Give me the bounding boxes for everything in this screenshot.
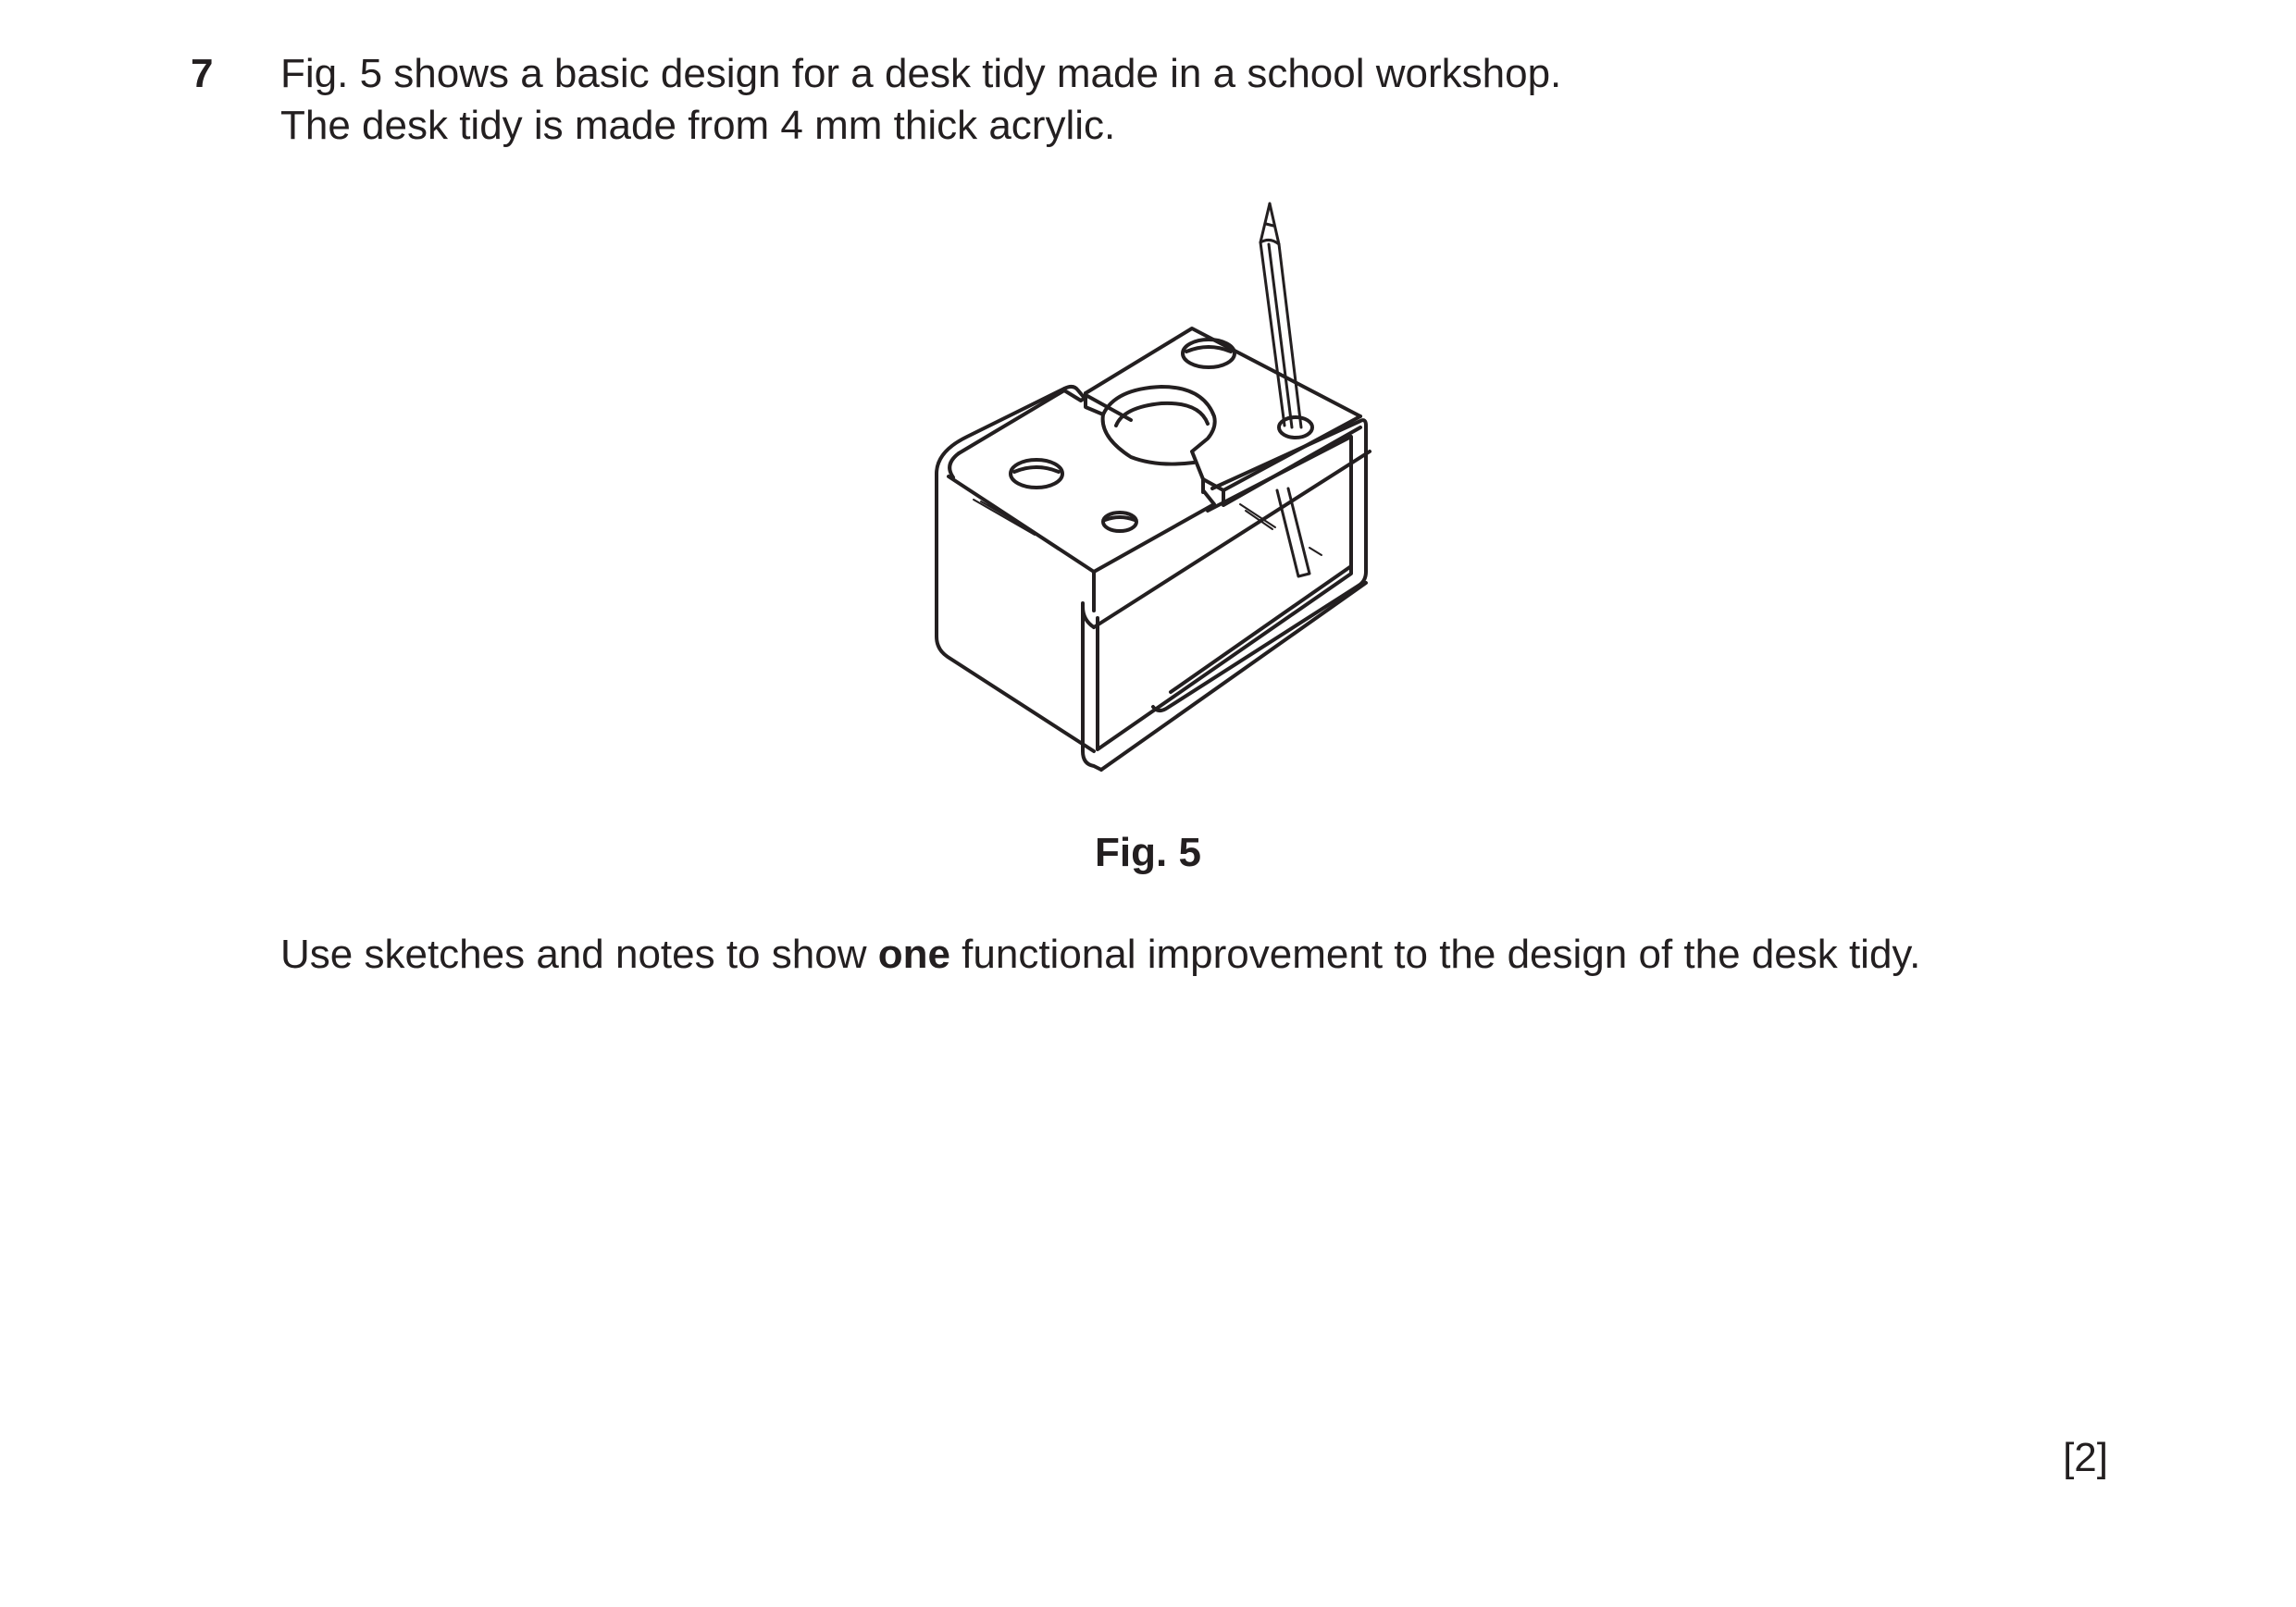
figure-caption: Fig. 5 bbox=[1095, 830, 1201, 875]
top-plate-left bbox=[959, 390, 1214, 572]
intro-line-2: The desk tidy is made from 4 mm thick acrylic. bbox=[280, 103, 1116, 148]
task-instruction bbox=[280, 929, 1920, 981]
task-text-before: Use sketches and notes to show bbox=[280, 932, 878, 977]
central-cutout bbox=[1103, 387, 1215, 479]
desk-tidy-illustration bbox=[888, 185, 1407, 786]
question-number: 7 bbox=[191, 51, 214, 96]
pencil-upper bbox=[1260, 204, 1301, 427]
task-text-bold: one bbox=[877, 932, 950, 977]
question-intro bbox=[280, 48, 1561, 152]
intro-line-1: Fig. 5 shows a basic design for a desk tidy made in a school workshop. bbox=[280, 51, 1562, 96]
left-body bbox=[937, 387, 1094, 751]
task-text-after: functional improvement to the design of the desk tidy. bbox=[949, 932, 1921, 977]
marks-allocation: [2] bbox=[2063, 1435, 2108, 1480]
reflection-lines bbox=[974, 500, 1322, 555]
